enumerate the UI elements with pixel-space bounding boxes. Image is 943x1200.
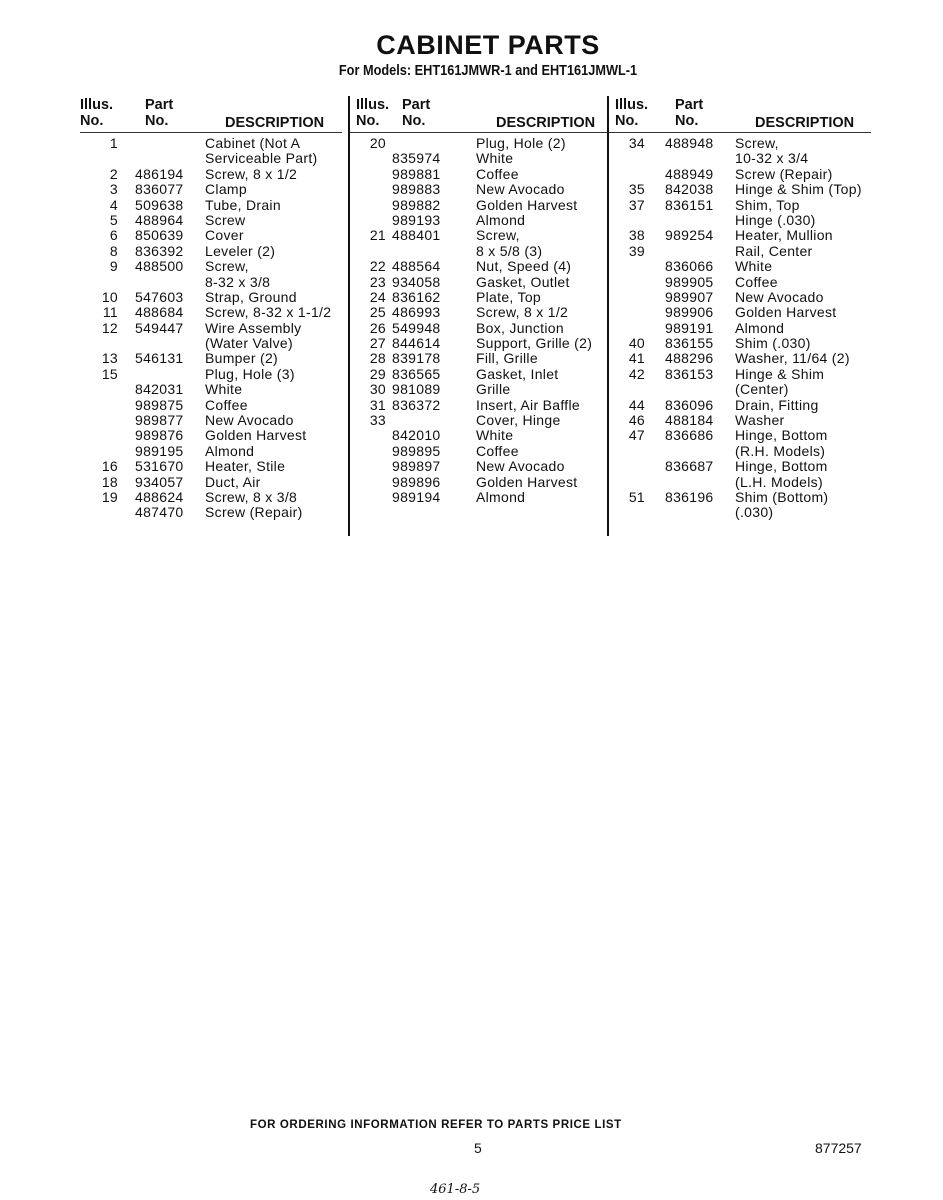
description: Duct, Air	[205, 473, 261, 490]
part-number: 487470	[135, 504, 184, 521]
description: Washer	[735, 412, 785, 429]
description: Coffee	[476, 165, 519, 182]
part-number: 989191	[665, 319, 714, 336]
illus-number: 26	[369, 319, 386, 336]
description: Serviceable Part)	[205, 150, 318, 167]
parts-row	[609, 459, 871, 474]
illus-number: 12	[101, 319, 118, 336]
parts-row	[609, 413, 871, 428]
parts-row	[350, 367, 608, 382]
illus-number: 37	[628, 196, 645, 213]
part-number: 989896	[392, 473, 441, 490]
part-number: 488684	[135, 304, 184, 321]
description: Screw, 8 x 1/2	[205, 165, 298, 182]
part-number: 488624	[135, 488, 184, 505]
description: Shim, Top	[735, 196, 800, 213]
parts-row	[609, 305, 871, 320]
description: Gasket, Inlet	[476, 365, 559, 382]
parts-row	[80, 336, 342, 351]
illus-number: 33	[369, 412, 386, 429]
illus-number: 23	[369, 273, 386, 290]
part-header-line1: Part	[675, 97, 704, 113]
illus-number: 38	[628, 227, 645, 244]
parts-row	[350, 167, 608, 182]
part-number: 850639	[135, 227, 184, 244]
parts-row	[350, 182, 608, 197]
parts-row	[80, 244, 342, 259]
description: Rail, Center	[735, 242, 813, 259]
description: Clamp	[205, 181, 247, 198]
parts-row	[609, 136, 871, 151]
illus-number: 5	[109, 211, 118, 228]
parts-row	[80, 321, 342, 336]
description: Screw,	[735, 135, 779, 151]
illus-number: 28	[369, 350, 386, 367]
parts-row	[350, 413, 608, 428]
description: (L.H. Models)	[735, 473, 823, 490]
parts-row	[350, 398, 608, 413]
description: White	[476, 427, 514, 444]
illus-number: 8	[109, 242, 118, 259]
parts-row	[80, 382, 342, 397]
parts-row	[350, 290, 608, 305]
parts-row	[350, 428, 608, 443]
illus-number: 21	[369, 227, 386, 244]
parts-row	[609, 198, 871, 213]
parts-row	[80, 136, 342, 151]
illus-number: 41	[628, 350, 645, 367]
illus-header-line2: No.	[615, 113, 639, 129]
part-number: 842031	[135, 381, 184, 398]
description: Hinge (.030)	[735, 211, 816, 228]
description: White	[205, 381, 243, 398]
illus-number: 25	[369, 304, 386, 321]
illus-number: 44	[628, 396, 645, 413]
description: (Water Valve)	[205, 335, 293, 352]
illus-number: 9	[109, 258, 118, 275]
description: Box, Junction	[476, 319, 564, 336]
parts-row	[350, 228, 608, 243]
description: Coffee	[205, 396, 248, 413]
parts-row	[609, 490, 871, 505]
part-number: 989195	[135, 442, 184, 459]
part-number: 488948	[665, 135, 714, 151]
handwritten-note: 461-8-5	[430, 1182, 481, 1197]
illus-number: 30	[369, 381, 386, 398]
description: Cover	[205, 227, 244, 244]
illus-number: 29	[369, 365, 386, 382]
part-number: 486194	[135, 165, 184, 182]
part-number: 547603	[135, 288, 184, 305]
part-number: 839178	[392, 350, 441, 367]
part-number: 486993	[392, 304, 441, 321]
parts-row	[80, 213, 342, 228]
parts-row	[609, 505, 871, 520]
part-number: 546131	[135, 350, 184, 367]
illus-number: 31	[369, 396, 386, 413]
parts-row	[350, 475, 608, 490]
description: Screw, 8-32 x 1-1/2	[205, 304, 332, 321]
parts-row	[609, 259, 871, 274]
parts-column-1	[80, 96, 342, 521]
part-header-line2: No.	[145, 113, 169, 129]
part-header-line1: Part	[145, 97, 174, 113]
part-number: 934057	[135, 473, 184, 490]
part-number: 989895	[392, 442, 441, 459]
description: Screw,	[476, 227, 520, 244]
description: Insert, Air Baffle	[476, 396, 580, 413]
description: Screw (Repair)	[735, 165, 833, 182]
illus-number: 1	[109, 135, 118, 151]
part-number: 836372	[392, 396, 441, 413]
parts-row	[80, 428, 342, 443]
part-number: 989193	[392, 211, 441, 228]
illus-number: 3	[109, 181, 118, 198]
part-number: 836077	[135, 181, 184, 198]
illus-number: 4	[109, 196, 118, 213]
illus-number: 19	[101, 488, 118, 505]
part-number: 989882	[392, 196, 441, 213]
parts-row	[350, 305, 608, 320]
description: White	[476, 150, 514, 167]
parts-list	[609, 133, 871, 521]
description: Golden Harvest	[476, 196, 578, 213]
parts-row	[80, 305, 342, 320]
description: Almond	[205, 442, 255, 459]
description: Golden Harvest	[205, 427, 307, 444]
description: Heater, Mullion	[735, 227, 833, 244]
part-number: 488564	[392, 258, 441, 275]
part-number: 981089	[392, 381, 441, 398]
parts-row	[80, 444, 342, 459]
column-header	[609, 96, 871, 133]
part-number: 549948	[392, 319, 441, 336]
parts-row	[350, 136, 608, 151]
parts-row	[80, 228, 342, 243]
description: Plug, Hole (2)	[476, 135, 566, 151]
description: Grille	[476, 381, 511, 398]
part-number: 836565	[392, 365, 441, 382]
description: Screw	[205, 211, 246, 228]
parts-row	[609, 182, 871, 197]
part-number: 989254	[665, 227, 714, 244]
part-number: 989876	[135, 427, 184, 444]
illus-header-line2: No.	[80, 113, 104, 129]
illus-number: 24	[369, 288, 386, 305]
description: New Avocado	[735, 288, 824, 305]
part-number: 844614	[392, 335, 441, 352]
description: Screw,	[205, 258, 249, 275]
illus-number: 11	[102, 304, 118, 321]
illus-number: 35	[628, 181, 645, 198]
illus-number: 2	[109, 165, 118, 182]
parts-row	[80, 151, 342, 166]
part-number: 836162	[392, 288, 441, 305]
parts-row	[609, 444, 871, 459]
description: Strap, Ground	[205, 288, 297, 305]
description: Shim (.030)	[735, 335, 811, 352]
description: Hinge, Bottom	[735, 458, 828, 475]
illus-header-line1: Illus.	[80, 97, 114, 113]
parts-row	[80, 275, 342, 290]
illus-number: 15	[101, 365, 118, 382]
description: Coffee	[476, 442, 519, 459]
illus-header-line1: Illus.	[615, 97, 649, 113]
part-number: 989877	[135, 412, 184, 429]
models-subtitle: For Models: EHT161JMWR-1 and EHT161JMWL-1	[338, 62, 638, 79]
illus-number: 47	[628, 427, 645, 444]
parts-column-3	[607, 96, 871, 536]
illus-number: 18	[101, 473, 118, 490]
description: Plate, Top	[476, 288, 542, 305]
description: (.030)	[735, 504, 774, 521]
illus-number: 46	[628, 412, 645, 429]
part-number: 488296	[665, 350, 714, 367]
description: Almond	[476, 211, 526, 228]
parts-row	[80, 290, 342, 305]
part-number: 836155	[665, 335, 714, 352]
part-number: 836392	[135, 242, 184, 259]
part-number: 836686	[665, 427, 714, 444]
part-number: 488184	[665, 412, 714, 429]
description-header: DESCRIPTION	[496, 115, 596, 131]
illus-number: 10	[101, 288, 118, 305]
illus-number: 13	[101, 350, 118, 367]
description: Golden Harvest	[735, 304, 837, 321]
parts-row	[80, 505, 342, 520]
parts-row	[350, 459, 608, 474]
parts-row	[350, 151, 608, 166]
part-number: 989905	[665, 273, 714, 290]
part-number: 488964	[135, 211, 184, 228]
description: Hinge & Shim (Top)	[735, 181, 862, 198]
illus-number: 42	[628, 365, 645, 382]
parts-row	[609, 428, 871, 443]
description: 8 x 5/8 (3)	[476, 242, 543, 259]
part-header-line2: No.	[402, 113, 426, 129]
parts-row	[609, 398, 871, 413]
description: Screw, 8 x 1/2	[476, 304, 569, 321]
description: Support, Grille (2)	[476, 335, 593, 352]
description: Heater, Stile	[205, 458, 286, 475]
parts-row	[609, 244, 871, 259]
description: (R.H. Models)	[735, 442, 826, 459]
description: New Avocado	[476, 458, 565, 475]
parts-list	[350, 133, 608, 505]
column-header	[80, 96, 342, 133]
description: Washer, 11/64 (2)	[735, 350, 850, 367]
illus-number: 39	[628, 242, 645, 259]
parts-row	[609, 321, 871, 336]
parts-row	[609, 475, 871, 490]
parts-row	[350, 351, 608, 366]
parts-row	[609, 167, 871, 182]
part-number: 836066	[665, 258, 714, 275]
parts-row	[350, 244, 608, 259]
description: New Avocado	[476, 181, 565, 198]
part-number: 509638	[135, 196, 184, 213]
illus-header-line1: Illus.	[356, 97, 390, 113]
parts-list	[80, 133, 342, 521]
parts-row	[609, 382, 871, 397]
illus-number: 22	[369, 258, 386, 275]
parts-row	[609, 213, 871, 228]
column-header	[350, 96, 608, 133]
part-number: 836153	[665, 365, 714, 382]
part-number: 836096	[665, 396, 714, 413]
description: Leveler (2)	[205, 242, 276, 259]
description: Tube, Drain	[205, 196, 281, 213]
part-number: 989881	[392, 165, 441, 182]
description: Screw (Repair)	[205, 504, 303, 521]
parts-row	[350, 213, 608, 228]
parts-row	[80, 475, 342, 490]
illus-number: 16	[101, 458, 118, 475]
parts-row	[350, 259, 608, 274]
parts-row	[350, 490, 608, 505]
parts-row	[350, 336, 608, 351]
description: 10-32 x 3/4	[735, 150, 809, 167]
part-number: 549447	[135, 319, 184, 336]
parts-row	[80, 459, 342, 474]
description: Screw, 8 x 3/8	[205, 488, 298, 505]
parts-row	[80, 413, 342, 428]
part-number: 934058	[392, 273, 441, 290]
part-number: 989883	[392, 181, 441, 198]
part-number: 989906	[665, 304, 714, 321]
parts-row	[609, 151, 871, 166]
part-number: 989897	[392, 458, 441, 475]
parts-row	[350, 444, 608, 459]
part-number: 989875	[135, 396, 184, 413]
description: Cover, Hinge	[476, 412, 561, 429]
part-number: 989907	[665, 288, 714, 305]
description: Plug, Hole (3)	[205, 365, 295, 382]
parts-row	[609, 336, 871, 351]
part-header-line2: No.	[675, 113, 699, 129]
part-number: 488500	[135, 258, 184, 275]
illus-header-line2: No.	[356, 113, 380, 129]
parts-row	[80, 490, 342, 505]
parts-row	[350, 198, 608, 213]
part-number: 989194	[392, 488, 441, 505]
illus-number: 40	[628, 335, 645, 352]
description: White	[735, 258, 773, 275]
description: Cabinet (Not A	[205, 135, 301, 151]
description: Almond	[476, 488, 526, 505]
description: Hinge, Bottom	[735, 427, 828, 444]
page-number: 5	[474, 1140, 482, 1156]
illus-number: 51	[628, 488, 645, 505]
illus-number: 20	[369, 135, 386, 151]
part-number: 836196	[665, 488, 714, 505]
part-number: 836687	[665, 458, 714, 475]
part-number: 836151	[665, 196, 714, 213]
parts-row	[350, 321, 608, 336]
parts-row	[80, 367, 342, 382]
parts-row	[80, 398, 342, 413]
illus-number: 6	[109, 227, 118, 244]
description: Hinge & Shim	[735, 365, 825, 382]
parts-row	[350, 275, 608, 290]
parts-row	[80, 351, 342, 366]
description: Gasket, Outlet	[476, 273, 570, 290]
part-number: 835974	[392, 150, 441, 167]
part-number: 488949	[665, 165, 714, 182]
parts-row	[80, 182, 342, 197]
document-number: 877257	[815, 1140, 862, 1156]
description: Nut, Speed (4)	[476, 258, 572, 275]
parts-row	[609, 275, 871, 290]
description: Drain, Fitting	[735, 396, 819, 413]
description-header: DESCRIPTION	[225, 115, 325, 131]
part-number: 488401	[392, 227, 441, 244]
parts-row	[609, 351, 871, 366]
parts-row	[80, 167, 342, 182]
description: Bumper (2)	[205, 350, 279, 367]
parts-row	[609, 290, 871, 305]
description: New Avocado	[205, 412, 294, 429]
description: Golden Harvest	[476, 473, 578, 490]
description: Almond	[735, 319, 785, 336]
parts-row	[80, 198, 342, 213]
parts-row	[609, 367, 871, 382]
part-number: 842038	[665, 181, 714, 198]
page-title: CABINET PARTS	[376, 30, 600, 60]
parts-row	[350, 382, 608, 397]
description: 8-32 x 3/8	[205, 273, 271, 290]
description: Coffee	[735, 273, 778, 290]
parts-column-2	[348, 96, 608, 536]
illus-number: 27	[369, 335, 386, 352]
part-header-line1: Part	[402, 97, 431, 113]
parts-row	[80, 259, 342, 274]
ordering-info-footer: FOR ORDERING INFORMATION REFER TO PARTS PRICE LIST	[250, 1119, 622, 1131]
parts-row	[609, 228, 871, 243]
illus-number: 34	[628, 135, 645, 151]
description: (Center)	[735, 381, 789, 398]
description: Fill, Grille	[476, 350, 538, 367]
description: Wire Assembly	[205, 319, 302, 336]
description: Shim (Bottom)	[735, 488, 829, 505]
part-number: 842010	[392, 427, 441, 444]
part-number: 531670	[135, 458, 184, 475]
description-header: DESCRIPTION	[755, 115, 855, 131]
